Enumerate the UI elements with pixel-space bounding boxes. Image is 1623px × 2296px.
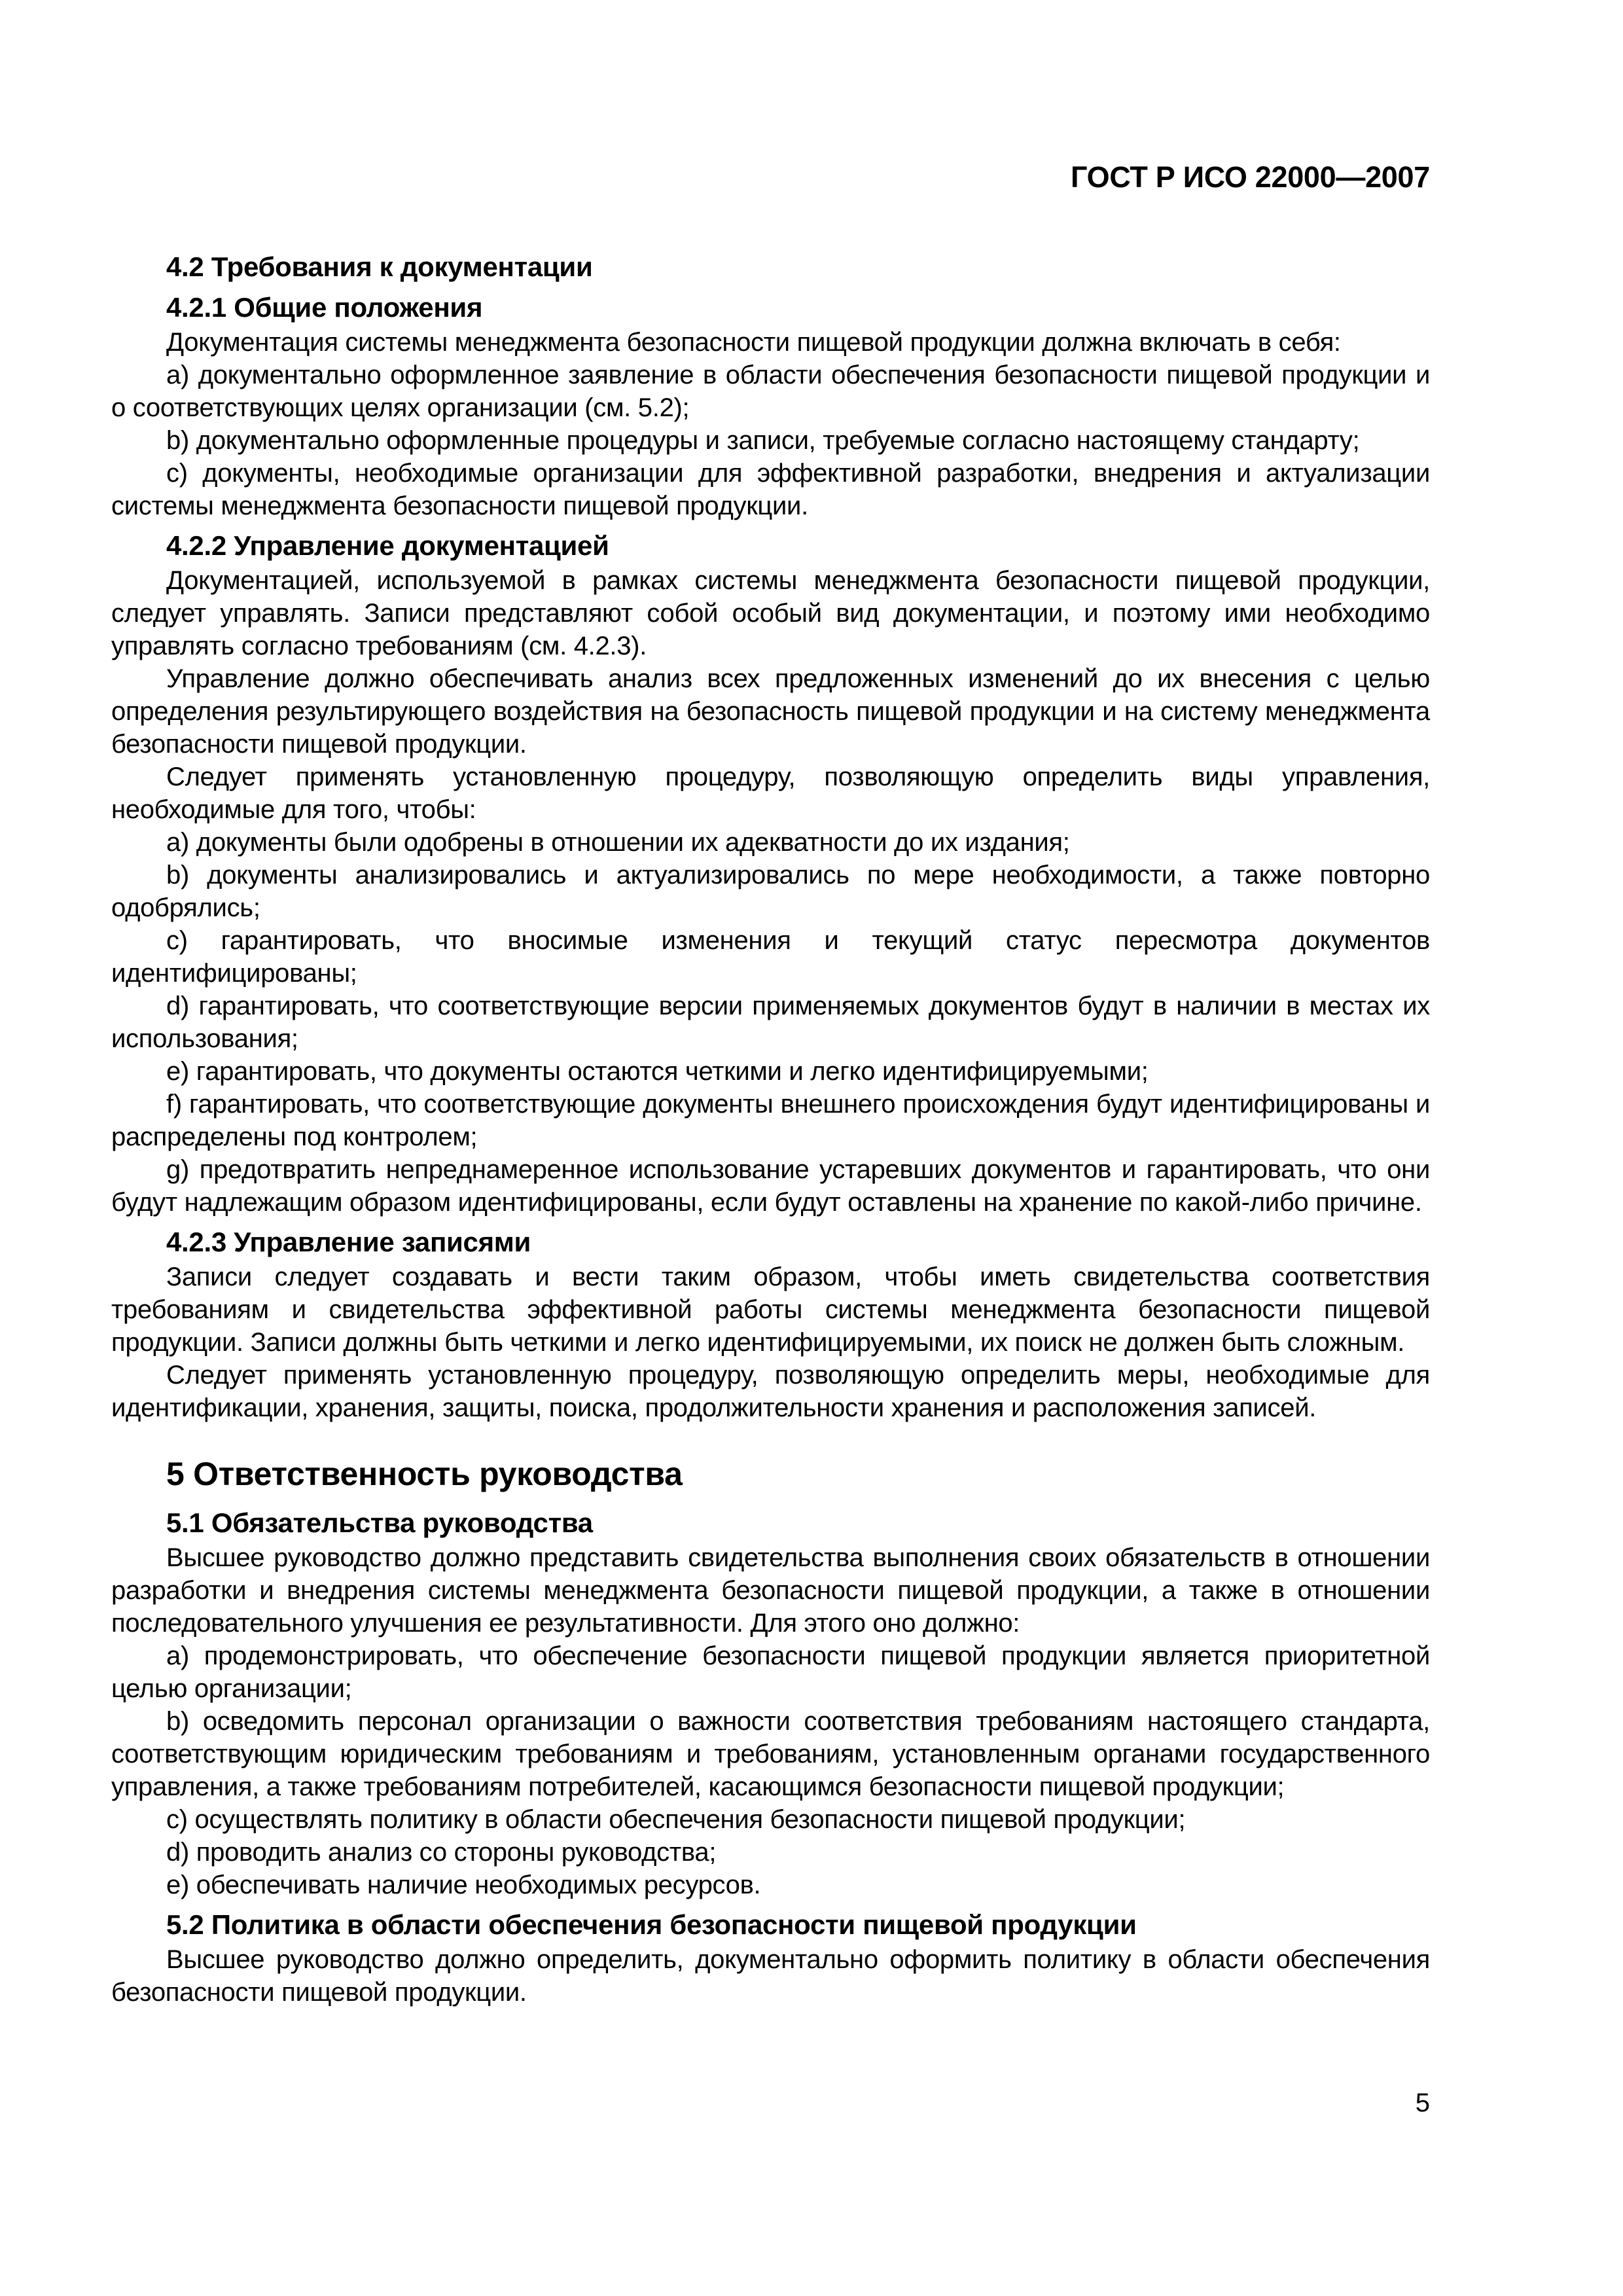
list-item: a) продемонстрировать, что обеспечение безопасности пищевой продукции является приоритетной целью организации; [111,1641,1430,1703]
list-item: e) гарантировать, что документы остаются четкими и легко идентифицируемыми; [166,1057,1149,1086]
paragraph: Следует применять установленную процедуру, позволяющую определить виды управления, необходимые для того, чтобы: [111,762,1430,824]
list-item: c) осуществлять политику в области обеспечения безопасности пищевой продукции; [166,1805,1186,1834]
running-head-standard-code: ГОСТ Р ИСО 22000—2007 [1071,160,1430,194]
paragraph: Следует применять установленную процедуру, позволяющую определить меры, необходимые для идентификации, хранения, защиты, поиска, продолжительности хранения и расположения записей. [111,1361,1430,1422]
subsection-heading: 4.2.1 Общие положения [166,292,483,323]
subsection-heading: 4.2.3 Управление записями [166,1227,531,1257]
list-item: e) обеспечивать наличие необходимых ресурсов. [166,1871,761,1899]
list-item: d) проводить анализ со стороны руководства; [166,1838,717,1867]
paragraph: Управление должно обеспечивать анализ всех предложенных изменений до их внесения с целью определения результирующего воздействия на безопасность пищевой продукции и на систему менеджмента безопасности пищевой продукции. [111,664,1430,759]
paragraph: Высшее руководство должно представить свидетельства выполнения своих обязательств в отношении разработки и внедрения системы менеджмента безопасности пищевой продукции, а также в отношении последовательного улучшения ее результативности. Для этого оно должно: [111,1543,1430,1638]
paragraph: Документацией, используемой в рамках системы менеджмента безопасности пищевой продукции, следует управлять. Записи представляют собой особый вид документации, и поэтому ими необходимо управлять согласно требованиям (см. 4.2.3). [111,566,1430,660]
list-item: b) документы анализировались и актуализировались по мере необходимости, а также повторно одобрялись; [111,861,1430,922]
subsection-heading: 5.1 Обязательства руководства [166,1507,593,1538]
list-item: b) документально оформленные процедуры и записи, требуемые согласно настоящему стандарту; [166,426,1360,455]
list-item: f) гарантировать, что соответствующие документы внешнего происхождения будут идентифицированы и распределены под контролем; [111,1090,1430,1151]
list-item: g) предотвратить непреднамеренное использование устаревших документов и гарантировать, что они будут надлежащим образом идентифицированы, если будут оставлены на хранение по какой-либо причине. [111,1155,1430,1217]
list-item: b) осведомить персонал организации о важности соответствия требованиям настоящего стандарта, соответствующим юридическим требованиям и требованиям, установленным органами государственного управления, а также требованиям потребителей, касающимся безопасности пищевой продукции; [111,1707,1430,1801]
paragraph: Записи следует создавать и вести таким образом, чтобы иметь свидетельства соответствия требованиям и свидетельства эффективной работы системы менеджмента безопасности пищевой продукции. Записи должны быть четкими и легко идентифицируемыми, их поиск не должен быть сложным. [111,1263,1430,1357]
list-item: c) гарантировать, что вносимые изменения и текущий статус пересмотра документов идентифицированы; [111,926,1430,988]
list-item: d) гарантировать, что соответствующие версии применяемых документов будут в наличии в местах их использования; [111,992,1430,1053]
subsection-heading: 4.2 Требования к документации [166,251,593,282]
page-number: 5 [1415,2089,1430,2117]
subsection-heading: 5.2 Политика в области обеспечения безопасности пищевой продукции [166,1909,1137,1940]
paragraph: Документация системы менеджмента безопасности пищевой продукции должна включать в себя: [166,328,1341,357]
subsection-heading: 4.2.2 Управление документацией [166,530,609,561]
list-item: a) документы были одобрены в отношении их адекватности до их издания; [166,828,1070,857]
document-body [111,243,1430,2009]
list-item: a) документально оформленное заявление в области обеспечения безопасности пищевой продукции и о соответствующих целях организации (см. 5.2); [111,361,1430,422]
paragraph: Высшее руководство должно определить, документально оформить политику в области обеспечения безопасности пищевой продукции. [111,1945,1430,2007]
list-item: c) документы, необходимые организации для эффективной разработки, внедрения и актуализации системы менеджмента безопасности пищевой продукции. [111,459,1430,520]
section-heading: 5 Ответственность руководства [166,1456,683,1492]
